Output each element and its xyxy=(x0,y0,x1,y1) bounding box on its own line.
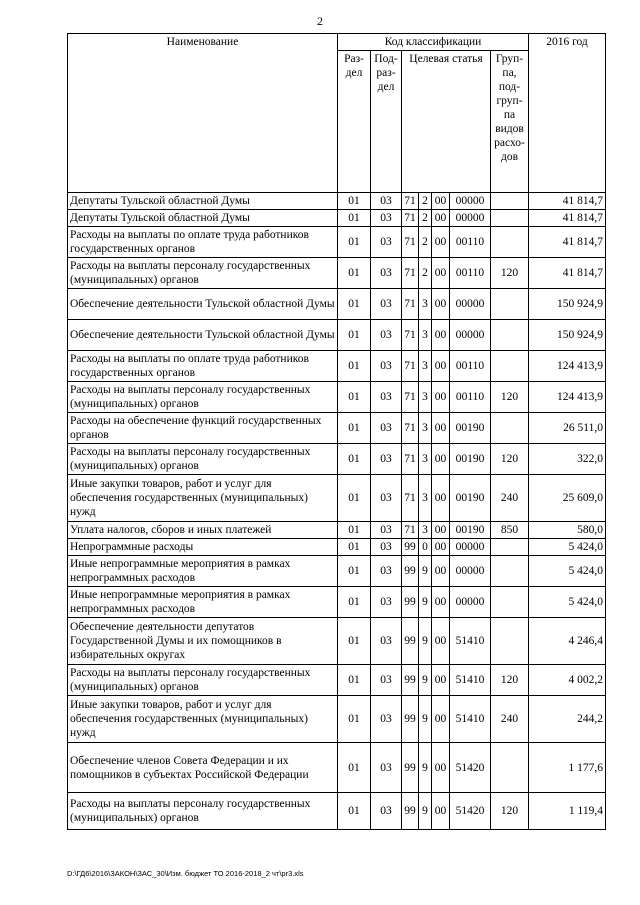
row-target-direction: 00000 xyxy=(450,539,491,556)
row-subsection: 03 xyxy=(371,413,402,444)
row-target-program: 71 xyxy=(402,475,419,522)
row-section: 01 xyxy=(338,444,371,475)
table-row xyxy=(68,210,606,227)
row-amount: 124 413,9 xyxy=(529,351,606,382)
row-section: 01 xyxy=(338,227,371,258)
row-target-program: 71 xyxy=(402,320,419,351)
row-name: Расходы на выплаты по оплате труда работников государственных органов xyxy=(68,351,338,382)
table-row xyxy=(68,227,606,258)
row-target-main-event: 00 xyxy=(432,320,450,351)
row-subsection: 03 xyxy=(371,444,402,475)
row-section: 01 xyxy=(338,475,371,522)
row-expense-group: 120 xyxy=(491,665,529,696)
row-target-program: 71 xyxy=(402,351,419,382)
row-name: Непрограммные расходы xyxy=(68,539,338,556)
row-amount: 5 424,0 xyxy=(529,539,606,556)
row-target-direction: 00110 xyxy=(450,258,491,289)
row-name: Обеспечение деятельности депутатов Государственной Думы и их помощников в избирательных округах xyxy=(68,618,338,665)
row-subsection: 03 xyxy=(371,351,402,382)
row-section: 01 xyxy=(338,587,371,618)
row-target-program: 71 xyxy=(402,289,419,320)
row-section: 01 xyxy=(338,539,371,556)
row-target-direction: 00000 xyxy=(450,193,491,210)
row-target-subprogram: 9 xyxy=(419,743,432,793)
row-name: Иные непрограммные мероприятия в рамках непрограммных расходов xyxy=(68,556,338,587)
row-subsection: 03 xyxy=(371,696,402,743)
row-subsection: 03 xyxy=(371,289,402,320)
row-name: Обеспечение членов Совета Федерации и их помощников в субъектах Российской Федерации xyxy=(68,743,338,793)
row-target-main-event: 00 xyxy=(432,475,450,522)
row-target-subprogram: 9 xyxy=(419,793,432,830)
row-section: 01 xyxy=(338,618,371,665)
row-section: 01 xyxy=(338,258,371,289)
row-amount: 124 413,9 xyxy=(529,382,606,413)
row-section: 01 xyxy=(338,382,371,413)
row-target-subprogram: 3 xyxy=(419,320,432,351)
row-expense-group xyxy=(491,413,529,444)
table-row xyxy=(68,665,606,696)
row-target-main-event: 00 xyxy=(432,522,450,539)
table-row xyxy=(68,793,606,830)
col-header-year: 2016 год xyxy=(529,34,606,193)
table-row xyxy=(68,351,606,382)
row-amount: 244,2 xyxy=(529,696,606,743)
row-expense-group xyxy=(491,289,529,320)
row-subsection: 03 xyxy=(371,556,402,587)
table-row xyxy=(68,258,606,289)
row-amount: 150 924,9 xyxy=(529,289,606,320)
row-subsection: 03 xyxy=(371,665,402,696)
row-target-main-event: 00 xyxy=(432,539,450,556)
row-target-main-event: 00 xyxy=(432,193,450,210)
row-target-subprogram: 2 xyxy=(419,258,432,289)
table-row xyxy=(68,475,606,522)
page-number: 2 xyxy=(317,14,323,28)
row-target-subprogram: 2 xyxy=(419,210,432,227)
row-subsection: 03 xyxy=(371,227,402,258)
row-target-program: 99 xyxy=(402,618,419,665)
row-expense-group xyxy=(491,618,529,665)
row-target-subprogram: 3 xyxy=(419,382,432,413)
row-expense-group xyxy=(491,351,529,382)
table-row xyxy=(68,320,606,351)
row-amount: 1 119,4 xyxy=(529,793,606,830)
row-expense-group: 240 xyxy=(491,696,529,743)
row-expense-group: 240 xyxy=(491,475,529,522)
row-target-main-event: 00 xyxy=(432,210,450,227)
row-target-main-event: 00 xyxy=(432,382,450,413)
row-amount: 5 424,0 xyxy=(529,556,606,587)
row-target-direction: 00190 xyxy=(450,522,491,539)
row-name: Расходы на выплаты по оплате труда работников государственных органов xyxy=(68,227,338,258)
row-target-main-event: 00 xyxy=(432,793,450,830)
row-expense-group xyxy=(491,227,529,258)
row-name: Расходы на выплаты персоналу государственных (муниципальных) органов xyxy=(68,665,338,696)
row-target-direction: 00110 xyxy=(450,227,491,258)
row-target-program: 71 xyxy=(402,227,419,258)
row-target-subprogram: 9 xyxy=(419,556,432,587)
row-target-program: 71 xyxy=(402,193,419,210)
row-subsection: 03 xyxy=(371,618,402,665)
col-header-name: Наименование xyxy=(68,34,338,193)
table-body xyxy=(68,193,606,830)
row-name: Депутаты Тульской областной Думы xyxy=(68,210,338,227)
row-amount: 41 814,7 xyxy=(529,210,606,227)
row-name: Иные закупки товаров, работ и услуг для обеспечения государственных (муниципальных) нужд xyxy=(68,696,338,743)
row-subsection: 03 xyxy=(371,258,402,289)
row-target-direction: 51420 xyxy=(450,793,491,830)
table-row xyxy=(68,696,606,743)
row-target-program: 71 xyxy=(402,210,419,227)
row-expense-group xyxy=(491,539,529,556)
row-name: Расходы на обеспечение функций государственных органов xyxy=(68,413,338,444)
row-target-direction: 51410 xyxy=(450,618,491,665)
row-target-subprogram: 9 xyxy=(419,618,432,665)
row-subsection: 03 xyxy=(371,743,402,793)
row-target-subprogram: 9 xyxy=(419,696,432,743)
row-target-direction: 51420 xyxy=(450,743,491,793)
col-header-section: Раз-дел xyxy=(338,51,371,193)
table-row xyxy=(68,743,606,793)
row-target-program: 99 xyxy=(402,696,419,743)
row-subsection: 03 xyxy=(371,382,402,413)
row-subsection: 03 xyxy=(371,539,402,556)
table-row xyxy=(68,522,606,539)
row-subsection: 03 xyxy=(371,193,402,210)
row-amount: 4 002,2 xyxy=(529,665,606,696)
row-target-direction: 51410 xyxy=(450,665,491,696)
row-amount: 41 814,7 xyxy=(529,193,606,210)
table-row xyxy=(68,382,606,413)
row-target-subprogram: 3 xyxy=(419,351,432,382)
row-subsection: 03 xyxy=(371,522,402,539)
row-target-direction: 00190 xyxy=(450,413,491,444)
row-target-program: 71 xyxy=(402,413,419,444)
row-target-program: 71 xyxy=(402,382,419,413)
row-name: Расходы на выплаты персоналу государственных (муниципальных) органов xyxy=(68,793,338,830)
row-subsection: 03 xyxy=(371,587,402,618)
row-target-main-event: 00 xyxy=(432,413,450,444)
row-amount: 150 924,9 xyxy=(529,320,606,351)
row-expense-group xyxy=(491,320,529,351)
row-name: Расходы на выплаты персоналу государственных (муниципальных) органов xyxy=(68,382,338,413)
row-amount: 26 511,0 xyxy=(529,413,606,444)
row-expense-group xyxy=(491,743,529,793)
row-amount: 25 609,0 xyxy=(529,475,606,522)
row-expense-group: 120 xyxy=(491,444,529,475)
row-target-direction: 00000 xyxy=(450,320,491,351)
col-header-group: Груп-па, под-груп-па видов расхо-дов xyxy=(491,51,529,193)
row-section: 01 xyxy=(338,743,371,793)
row-expense-group xyxy=(491,193,529,210)
row-target-program: 71 xyxy=(402,522,419,539)
row-target-subprogram: 9 xyxy=(419,587,432,618)
row-section: 01 xyxy=(338,210,371,227)
row-section: 01 xyxy=(338,351,371,382)
table-row xyxy=(68,413,606,444)
row-section: 01 xyxy=(338,556,371,587)
table-row xyxy=(68,289,606,320)
row-section: 01 xyxy=(338,522,371,539)
row-expense-group: 120 xyxy=(491,258,529,289)
row-name: Обеспечение деятельности Тульской областной Думы xyxy=(68,289,338,320)
row-target-subprogram: 3 xyxy=(419,413,432,444)
row-target-direction: 00110 xyxy=(450,382,491,413)
row-name: Иные закупки товаров, работ и услуг для обеспечения государственных (муниципальных) нужд xyxy=(68,475,338,522)
row-expense-group xyxy=(491,556,529,587)
table-row xyxy=(68,618,606,665)
col-header-subsection: Под-раз-дел xyxy=(371,51,402,193)
row-target-direction: 00000 xyxy=(450,556,491,587)
row-target-direction: 00190 xyxy=(450,475,491,522)
row-target-subprogram: 2 xyxy=(419,193,432,210)
row-target-direction: 00000 xyxy=(450,210,491,227)
row-name: Иные непрограммные мероприятия в рамках непрограммных расходов xyxy=(68,587,338,618)
row-name: Расходы на выплаты персоналу государственных (муниципальных) органов xyxy=(68,258,338,289)
row-target-direction: 00190 xyxy=(450,444,491,475)
row-target-subprogram: 3 xyxy=(419,289,432,320)
row-target-main-event: 00 xyxy=(432,556,450,587)
row-target-subprogram: 2 xyxy=(419,227,432,258)
row-amount: 5 424,0 xyxy=(529,587,606,618)
table-row xyxy=(68,587,606,618)
row-target-main-event: 00 xyxy=(432,227,450,258)
row-target-main-event: 00 xyxy=(432,258,450,289)
row-subsection: 03 xyxy=(371,475,402,522)
row-target-subprogram: 3 xyxy=(419,475,432,522)
row-target-direction: 51410 xyxy=(450,696,491,743)
row-section: 01 xyxy=(338,320,371,351)
row-target-main-event: 00 xyxy=(432,587,450,618)
row-target-direction: 00110 xyxy=(450,351,491,382)
row-expense-group xyxy=(491,587,529,618)
row-target-main-event: 00 xyxy=(432,743,450,793)
row-target-program: 99 xyxy=(402,587,419,618)
row-target-main-event: 00 xyxy=(432,696,450,743)
row-target-program: 71 xyxy=(402,444,419,475)
row-amount: 41 814,7 xyxy=(529,227,606,258)
table-row xyxy=(68,193,606,210)
row-target-main-event: 00 xyxy=(432,618,450,665)
row-target-main-event: 00 xyxy=(432,665,450,696)
row-amount: 580,0 xyxy=(529,522,606,539)
row-target-main-event: 00 xyxy=(432,351,450,382)
row-subsection: 03 xyxy=(371,320,402,351)
row-name: Депутаты Тульской областной Думы xyxy=(68,193,338,210)
row-target-main-event: 00 xyxy=(432,289,450,320)
file-path-footer: D:\ГД6\2016\ЗАКОН\ЗАС_30\Изм. бюджет ТО 2016-2018_2 чт\pr3.xls xyxy=(67,869,304,878)
row-name: Расходы на выплаты персоналу государственных (муниципальных) органов xyxy=(68,444,338,475)
col-header-classification: Код классификации xyxy=(338,34,529,51)
row-amount: 4 246,4 xyxy=(529,618,606,665)
table-row xyxy=(68,444,606,475)
row-target-program: 99 xyxy=(402,539,419,556)
row-section: 01 xyxy=(338,413,371,444)
row-amount: 1 177,6 xyxy=(529,743,606,793)
row-section: 01 xyxy=(338,793,371,830)
row-expense-group xyxy=(491,210,529,227)
row-target-main-event: 00 xyxy=(432,444,450,475)
row-target-subprogram: 9 xyxy=(419,665,432,696)
row-target-program: 71 xyxy=(402,258,419,289)
row-section: 01 xyxy=(338,193,371,210)
budget-table xyxy=(67,33,606,830)
row-section: 01 xyxy=(338,665,371,696)
row-target-program: 99 xyxy=(402,665,419,696)
row-expense-group: 850 xyxy=(491,522,529,539)
row-name: Уплата налогов, сборов и иных платежей xyxy=(68,522,338,539)
row-target-subprogram: 0 xyxy=(419,539,432,556)
row-section: 01 xyxy=(338,696,371,743)
row-name: Обеспечение деятельности Тульской областной Думы xyxy=(68,320,338,351)
table-row xyxy=(68,539,606,556)
row-amount: 41 814,7 xyxy=(529,258,606,289)
col-header-target-item: Целевая статья xyxy=(402,51,491,193)
row-target-direction: 00000 xyxy=(450,587,491,618)
row-target-subprogram: 3 xyxy=(419,444,432,475)
row-subsection: 03 xyxy=(371,210,402,227)
row-target-direction: 00000 xyxy=(450,289,491,320)
row-section: 01 xyxy=(338,289,371,320)
row-expense-group: 120 xyxy=(491,382,529,413)
row-amount: 322,0 xyxy=(529,444,606,475)
row-target-program: 99 xyxy=(402,793,419,830)
table-row xyxy=(68,556,606,587)
row-target-program: 99 xyxy=(402,556,419,587)
row-target-program: 99 xyxy=(402,743,419,793)
row-expense-group: 120 xyxy=(491,793,529,830)
row-subsection: 03 xyxy=(371,793,402,830)
row-target-subprogram: 3 xyxy=(419,522,432,539)
